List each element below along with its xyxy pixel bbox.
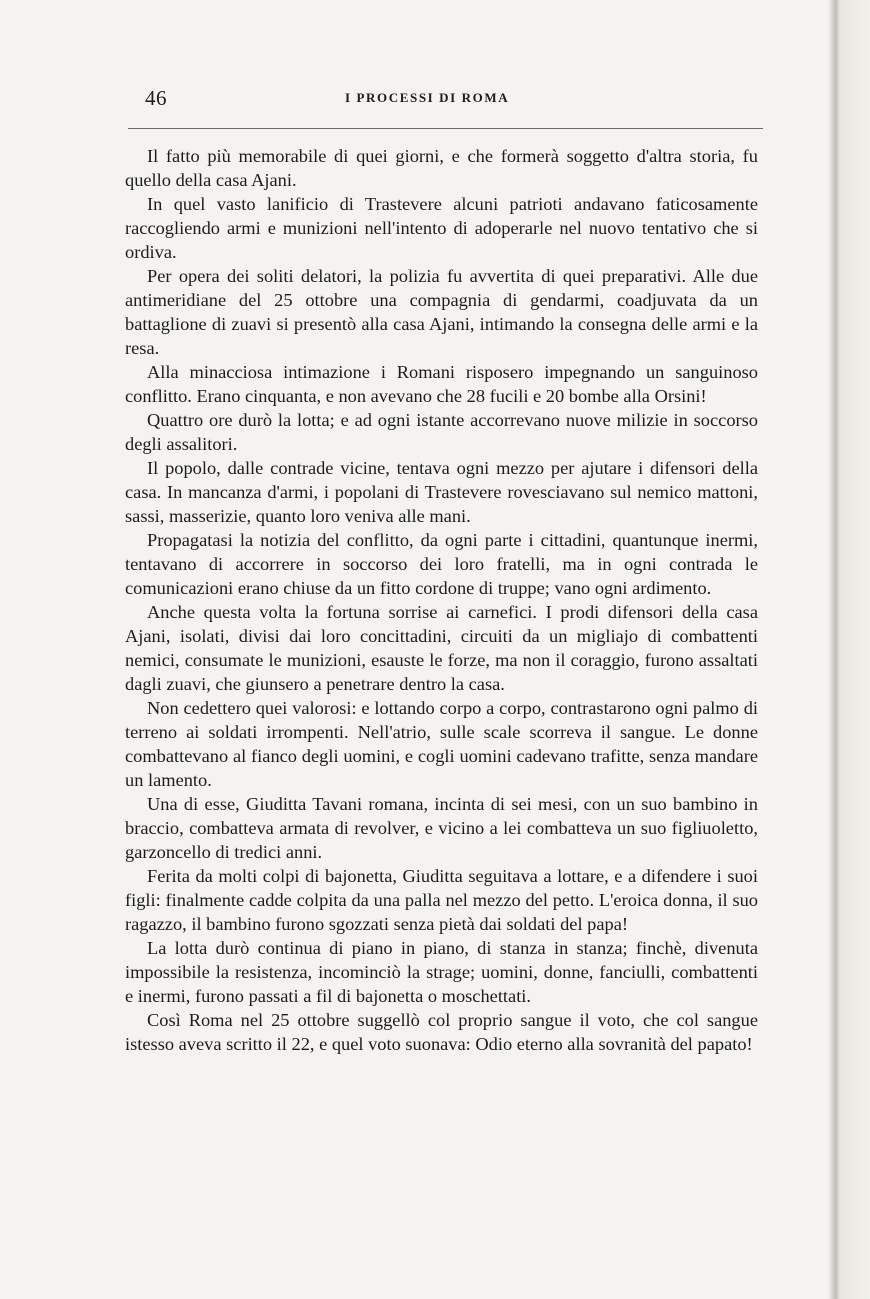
paragraph: Non cedettero quei valorosi: e lottando corpo a corpo, contrastarono ogni palmo di terreno ai soldati irrompenti. Nell'atrio, sulle scale scorreva il sangue. Le donne combattevano al fianco degli uomini, e cogli uomini cadevano trafitte, senza mandare un lamento. <box>125 698 758 790</box>
paragraph: Ferita da molti colpi di bajonetta, Giuditta seguitava a lottare, e a difendere i suoi figli: finalmente cadde colpita da una palla nel mezzo del petto. L'eroica donna, il suo ragazzo, il bambino furono sgozzati senza pietà dai soldati del papa! <box>125 866 758 934</box>
paragraph: La lotta durò continua di piano in piano, di stanza in stanza; finchè, divenuta impossibile la resistenza, incominciò la strage; uomini, donne, fanciulli, combattenti e inermi, furono passati a fil di bajonetta o moschettati. <box>125 938 758 1006</box>
paragraph: Anche questa volta la fortuna sorrise ai carnefici. I prodi difensori della casa Ajani, isolati, divisi dai loro concittadini, circuiti da un migliajo di combattenti nemici, consumate le munizioni, esauste le forze, ma non il coraggio, furono assaltati dagli zuavi, che giunsero a penetrare dentro la casa. <box>125 602 758 694</box>
paragraph: Propagatasi la notizia del conflitto, da ogni parte i cittadini, quantunque inermi, tentavano di accorrere in soccorso dei loro fratelli, ma in ogni contrada le comunicazioni erano chiuse da un fitto cordone di truppe; vano ogni ardimento. <box>125 530 758 598</box>
header-rule <box>128 128 763 129</box>
paragraph: Quattro ore durò la lotta; e ad ogni istante accorrevano nuove milizie in soccorso degli assalitori. <box>125 410 758 454</box>
paragraph: In quel vasto lanificio di Trastevere alcuni patrioti andavano faticosamente raccogliendo armi e munizioni nell'intento di adoperarle nel nuovo tentativo che si ordiva. <box>125 194 758 262</box>
paragraph: Una di esse, Giuditta Tavani romana, incinta di sei mesi, con un suo bambino in braccio, combatteva armata di revolver, e vicino a lei combatteva un suo figliuoletto, garzoncello di tredici anni. <box>125 794 758 862</box>
paragraph: Per opera dei soliti delatori, la polizia fu avvertita di quei preparativi. Alle due antimeridiane del 25 ottobre una compagnia di gendarmi, coadjuvata da un battaglione di zuavi si presentò alla casa Ajani, intimando la consegna delle armi e la resa. <box>125 266 758 358</box>
paragraph: Così Roma nel 25 ottobre suggellò col proprio sangue il voto, che col sangue istesso aveva scritto il 22, e quel voto suonava: Odio eterno alla sovranità del papato! <box>125 1010 758 1054</box>
page-number: 46 <box>145 86 167 110</box>
running-title: I PROCESSI DI ROMA <box>345 90 510 105</box>
page-edge <box>820 0 870 1299</box>
page-header <box>145 86 765 116</box>
paragraph: Alla minacciosa intimazione i Romani risposero impegnando un sanguinoso conflitto. Erano cinquanta, e non avevano che 28 fucili e 20 bombe alla Orsini! <box>125 362 758 406</box>
body-text <box>125 144 758 1056</box>
paragraph: Il fatto più memorabile di quei giorni, e che formerà soggetto d'altra storia, fu quello della casa Ajani. <box>125 146 758 190</box>
paragraph: Il popolo, dalle contrade vicine, tentava ogni mezzo per ajutare i difensori della casa. In mancanza d'armi, i popolani di Trastevere rovesciavano sul nemico mattoni, sassi, masserizie, quanto loro veniva alle mani. <box>125 458 758 526</box>
